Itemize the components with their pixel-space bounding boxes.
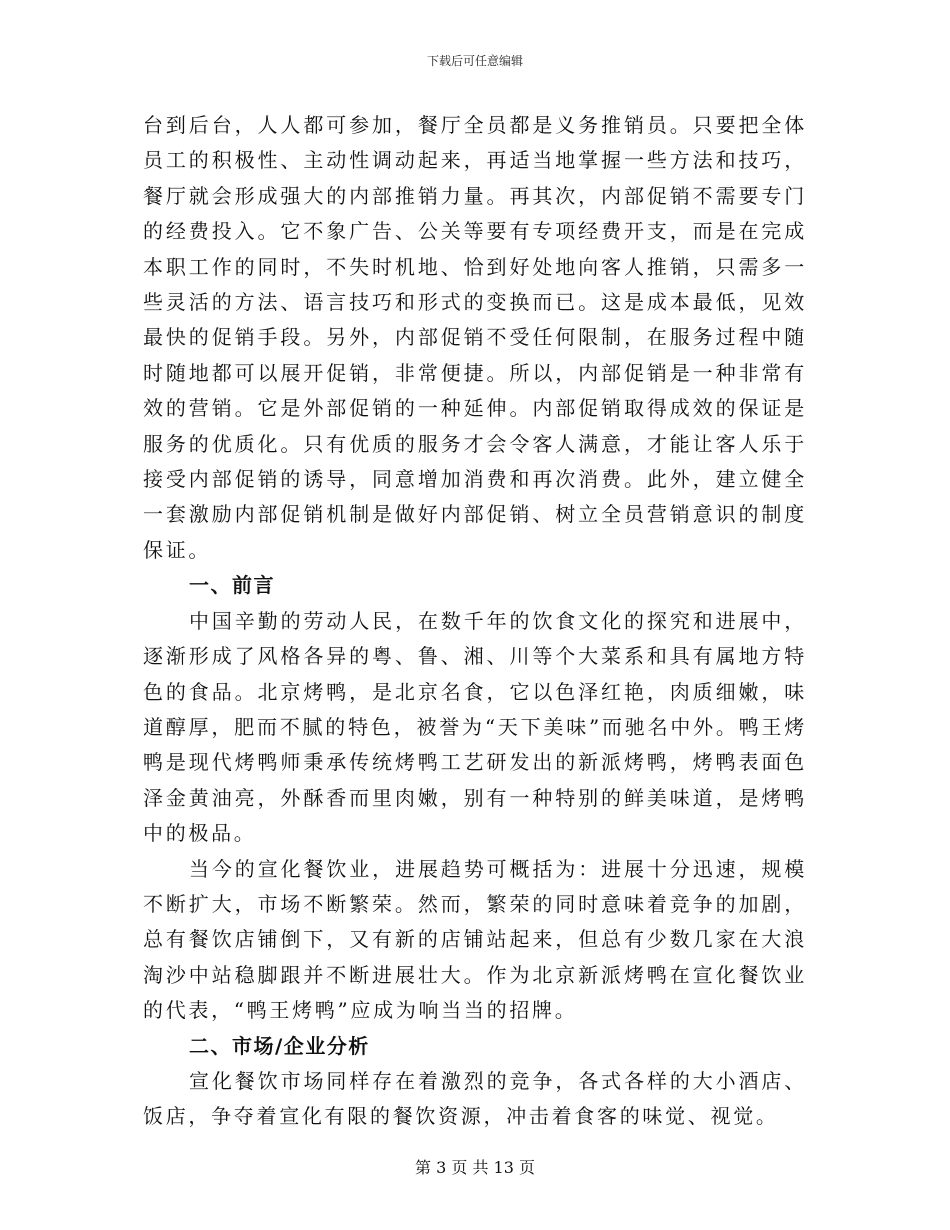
heading-market-analysis: 二、市场/企业分析 [189, 1033, 370, 1058]
paragraph-xuanhua-catering: 当今的宣化餐饮业，进展趋势可概括为：进展十分迅速，规模不断扩大，市场不断繁荣。然而，繁荣的同时意味着竞争的加剧，总有餐饮店铺倒下，又有新的店铺站起来，但总有少数几家在大浪淘沙中站稳脚跟并不断进展壮大。作为北京新派烤鸭在宣化餐饮业的代表，“鸭王烤鸭”应成为响当当的招牌。 [143, 856, 807, 1023]
paragraph-beijing-duck: 中国辛勤的劳动人民，在数千年的饮食文化的探究和进展中，逐渐形成了风格各异的粤、鲁、湘、川等个大菜系和具有属地方特色的食品。北京烤鸭，是北京名食，它以色泽红艳，肉质细嫩，味道醇厚，肥而不腻的特色，被誉为“天下美味”而驰名中外。鸭王烤鸭是现代烤鸭师秉承传统烤鸭工艺研发出的新派烤鸭，烤鸭表面色泽金黄油亮，外酥香而里肉嫩，别有一种特别的鲜美味道，是烤鸭中的极品。 [143, 608, 807, 846]
page-header: 下载后可任意编辑 [426, 54, 523, 68]
document-body [143, 108, 807, 1135]
paragraph-market-competition: 宣化餐饮市场同样存在着激烈的竞争，各式各样的大小酒店、饭店，争夺着宣化有限的餐饮资源，冲击着食客的味觉、视觉。 [143, 1068, 807, 1129]
heading-preface: 一、前言 [189, 573, 275, 598]
paragraph-promotion-continued: 台到后台，人人都可参加，餐厅全员都是义务推销员。只要把全体员工的积极性、主动性调动起来，再适当地掌握一些方法和技巧，餐厅就会形成强大的内部推销力量。再其次，内部促销不需要专门的经费投入。它不象广告、公关等要有专项经费开支，而是在完成本职工作的同时，不失时机地、恰到好处地向客人推销，只需多一些灵活的方法、语言技巧和形式的变换而已。这是成本最低，见效最快的促销手段。另外，内部促销不受任何限制，在服务过程中随时随地都可以展开促销，非常便捷。所以，内部促销是一种非常有效的营销。它是外部促销的一种延伸。内部促销取得成效的保证是服务的优质化。只有优质的服务才会令客人满意，才能让客人乐于接受内部促销的诱导，同意增加消费和再次消费。此外，建立健全一套激励内部促销机制是做好内部促销、树立全员营销意识的制度保证。 [143, 113, 807, 562]
page-footer: 第 3 页 共 13 页 [415, 1158, 535, 1177]
